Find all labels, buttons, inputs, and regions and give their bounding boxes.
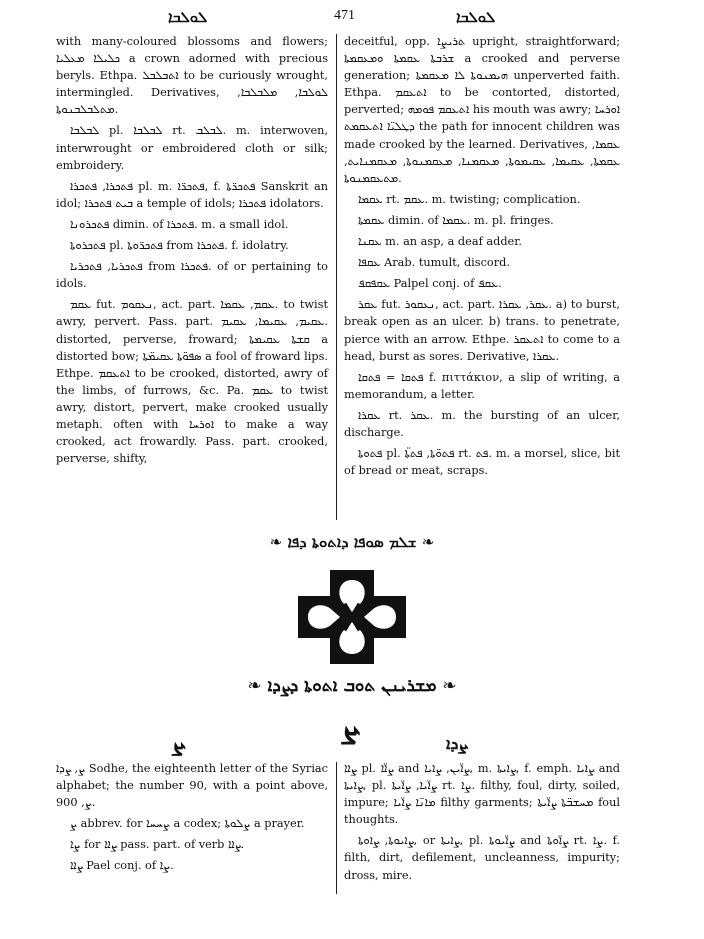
entry-paragraph: ܥܩܪܐ rt. ܥܩܪ. m. the bursting of an ulcer, discharge. <box>344 408 620 439</box>
section-heading: ❧ ܡܫܪܝܢܢ ܬܘܒ ܐܬܘܬܐ ܕܨܕܐ ❧ <box>247 676 457 696</box>
entry-paragraph: ܨ, ܨܕܐ Sodhe, the eighteenth letter of the Syriac alphabet; the number 90, with a point above, ܨ, 900. <box>56 762 328 810</box>
entry-paragraph: ܦܬܘܬܐ pl. ܦܬܘ̈ܬܐ, ܦܬܬ̈ܐ rt. ܦܬ. m. a morsel, slice, bit of bread or meat, scraps. <box>344 447 621 478</box>
entry-paragraph: deceitful, opp. ܬܪܝܨܐ upright, straightforward; ܫܪܒܬܐ ܥܩܡܬܐ ܘܡܥܩܡܬܐ a crooked and perverse generation; ܗܝܡܢܘܬܐ ܠܐ ܡܥܩܡܬܐ unperverted faith. Ethpa. ܐܬܥܩܡ to be contorted, distorted, perverted; ܐܬܥܩܡ ܦܘܡܗ his mouth was awry; ܐܘܪܚܐ ܕܛܠܝ̈ܐ ܐܬܥܩܡܬ the path for innocent children was made crooked by the learned. Derivatives, ܥܩܡܐ, ܥܩܡܬܐ, ܥܩܝܡܐ, ܥܩܝܡܘܬܐ, ܡܥܩܡܢܐ, ܡܥܩܡܢܘܬܐ, ܡܥܩܡܢܐܝܬ, ܡܬܥܩܡܢܘܬܐ. <box>344 35 621 185</box>
entry-paragraph: ܦܬܩܐ = ܦܬܩܐ f. πιττάκιον, a slip of writing, a memorandum, a letter. <box>344 370 620 401</box>
running-head-right: ܠܘܠܒܐ <box>456 8 496 26</box>
entry-paragraph: ܨܐܝܘܬܐ, ܨܐܘܬܐ, or ܨܐܝܬܐ, pl. ܨܐ̈ܝܘܬܐ and ܨܐ̈ܘܬܐ rt. ܨܐ. f. filth, dirt, defilement, uncleanness, impurity; dross, mire. <box>344 834 620 882</box>
entry-paragraph: ܥܩܪ fut. ܢܥܩܘܪ, act. part. ܥܩܪ, ܥܩܪܐ. a) to burst, break open as an ulcer. b) trans. to penetrate, pierce with an arrow. Ethpe. ܐܬܥܩܪ to come to a head, burst as sores. Derivative, ܥܩܪܐ. <box>344 298 620 363</box>
section-label-left: ܨ <box>172 730 186 755</box>
entry-paragraph: ܥܩܡܐ rt. ܥܩܡ. m. twisting; complication. <box>358 192 581 206</box>
entry-paragraph: ܨܐ for ܨܐܐ pass. part. of verb ܨܐܐ. <box>70 838 245 852</box>
page-number: 471 <box>334 8 355 23</box>
section-label-right: ܨܕܐ <box>446 734 467 753</box>
entry-paragraph: ܥܩܦܐ Arab. tumult, discord. <box>358 256 510 270</box>
entry-paragraph: ܦܬܟܪܘܬܐ pl. ܦܬܟܪ̈ܘܬܐ from ܦܬܟܪܐ. f. idolatry. <box>70 239 289 253</box>
entry-paragraph: with many-coloured blossoms and flowers; ܟܠܝܠܐ ܡܥܠܝܐ a crown adorned with precious beryls. Ethpa. ܐܬܒܠܒܠ to be curiously wrought, intermingled. Derivatives, ܠܘܠܒܐ, ܡܠܒܠܒܐ, ܡܬܠܒܠܒܢܘܬܐ. <box>56 35 328 117</box>
section-letter: ܨ <box>341 708 361 743</box>
entry-paragraph: ܥܩܢܐ m. an asp, a deaf adder. <box>358 235 522 249</box>
section-end-colophon: ❧ ܫܠܡ ܣܘܦܐ ܕܐܬܘܬܐ ܕܦܐ ❧ <box>269 533 435 551</box>
column-divider <box>336 34 337 520</box>
entry-paragraph: ܥܩܦܩܦ Palpel conj. of ܥܩܦ. <box>358 277 502 291</box>
right-column <box>344 33 620 483</box>
entry-paragraph: ܦܬܟܪܘܢܐ dimin. of ܦܬܟܪܐ. m. a small idol. <box>70 217 289 231</box>
lower-right-column <box>344 760 620 888</box>
entry-paragraph: ܦܬܟܪܝܐ, ܦܬܟܪܝܐ from ܦܬܟܪܐ. of or pertaining to idols. <box>56 260 328 291</box>
entry-paragraph: ܨܐܐ Pael conj. of ܨܐ. <box>70 859 174 873</box>
entry-paragraph: ܨ abbrev. for ܨܚܚܐ a codex; ܨܠܘܬܐ a prayer. <box>70 817 305 831</box>
entry-paragraph: ܠܒܠܒܐ pl. ܠܒܠܒܐ rt. ܠܒܠܒ. m. interwoven, interwrought or embroidered cloth or silk; embroidery. <box>56 124 329 172</box>
entry-paragraph: ܥܩܡܬܐ dimin. of ܥܩܡܐ. m. pl. fringes. <box>358 213 554 227</box>
entry-paragraph: ܦܬܟܪܐ, ܦܬܟܪܐ pl. m. ܦܬܟܪ̈ܐ, f. ܦܬܟܪ̈ܬܐ Sanskrit an idol; ܒܝܬ ܦܬܟܪܐ a temple of idols; ܦܬܟܪܐ idolators. <box>56 179 328 210</box>
entry-paragraph: ܥܩܡ fut. ܢܥܩܘܡ, act. part. ܥܩܡ, ܥܩܡܐ. to twist awry, pervert. Pass. part. ܥܩܝܡ, ܥܩܝܡܐ, ܥܩܝܡ. distorted, perverse, froward; ܩܫܬܐ ܥܩܝܡܬܐ a distorted bow; ܣܦܘ̈ܬܐ ܥܩܝܡ̈ܬܐ a fool of froward lips. Ethpe. ܐܬܥܩܡ to be crooked, distorted, awry of the limbs, of furrows, &c. Pa. ܥܩܡ to twist awry, distort, pervert, make crooked usually metaph. often with ܐܘܪܚܐ to make a way crooked, act frowardly. Pass. part. crooked, perverse, shifty, <box>56 298 329 466</box>
entry-paragraph: ܨܐܐ pl. ܨܐ̈ܐ and ܨܐ̈ܝܢ, ܨܐܝܐ, m. ܨܐܝܬܐ, f. emph. ܨܐܝܐ and ܨܐܝܬܐ, pl. ܨܐ̈ܝܐ, ܨܐ̈ܝܬܐ rt. ܨܐ. filthy, foul, dirty, soiled, impure; ܡܐܢ̈ܐ ܨܐ̈ܝܐ filthy garments; ܡܚܫܒ̈ܬܐ ܨܐ̈ܝܬܐ foul thoughts. <box>344 762 620 827</box>
left-column <box>56 33 328 471</box>
running-head-left: ܠܘܠܒܐ <box>168 8 208 26</box>
column-divider <box>336 762 337 894</box>
lower-left-column <box>56 760 328 879</box>
cross-ornament-icon <box>298 570 406 664</box>
